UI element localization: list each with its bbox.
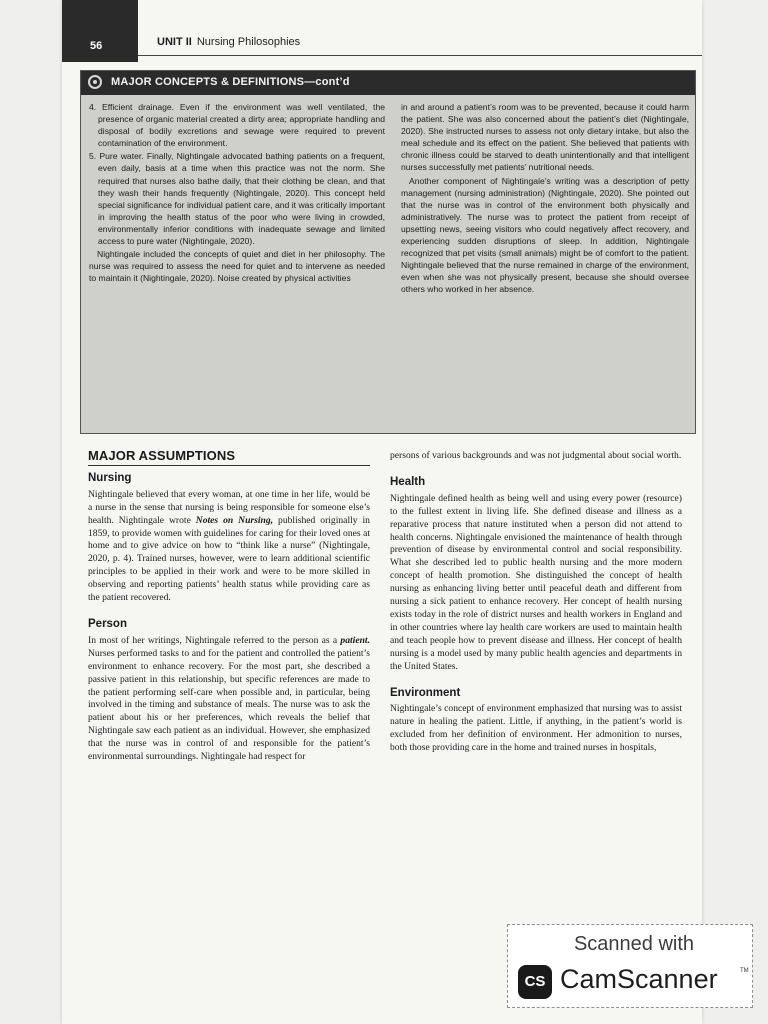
nursing-heading: Nursing bbox=[88, 471, 132, 484]
nursing-paragraph bbox=[88, 489, 370, 605]
watermark-scanned-with: Scanned with bbox=[573, 933, 695, 955]
concepts-box-title: MAJOR CONCEPTS & DEFINITIONS—cont’d bbox=[111, 76, 350, 88]
unit-name: Nursing Philosophies bbox=[196, 36, 301, 48]
concepts-definitions-box bbox=[80, 70, 696, 434]
page-header bbox=[62, 0, 702, 62]
target-icon bbox=[88, 75, 102, 89]
patient-term: patient. bbox=[340, 634, 370, 646]
concept-paragraph-petty-management: Another component of Nightingale’s writing was a description of petty management (nursing administration) (Nightingale, 2020). She pointed out that the nurse was in control of the environment both physically and administratively. The nurse was to protect the patient from receipt of upsetting news, seeing visitors who could negatively affect recovery, and experiencing sudden disruptions of sleep. In addition, Nightingale recognized that pet visits (small animals) might be of comfort to the patient. Nightingale believed that the nurse remained in charge of the environment, even when she was not physically present, because she should oversee others who worked in her absence. bbox=[401, 175, 689, 295]
nursing-text-2: published originally in 1859, to provide women with guidelines for caring for their loved ones at home and to give advice on how to “think like a nurse” (Nightingale, 2020, p. 4). Trained nurses, however, were to learn additional scientific principles to be applied in their work and were to be more skilled in observing and reporting patients’ health status while providing care as the patient recovered. bbox=[88, 514, 370, 604]
header-rule bbox=[138, 55, 702, 56]
health-heading: Health bbox=[390, 475, 426, 488]
camscanner-logo-letters: CS bbox=[524, 973, 546, 990]
body-right-column bbox=[390, 450, 682, 755]
page-number-block bbox=[62, 0, 138, 62]
page-number: 56 bbox=[90, 40, 103, 52]
camscanner-watermark bbox=[507, 924, 753, 1008]
concept-paragraph-noise-diet: in and around a patient’s room was to be prevented, because it could harm the patient. She was also concerned about the patient’s diet (Nightingale, 2020). She instructed nurses to assess not only dietary intake, but also the meal schedule and its effect on the patient. She believed that patients with chronic illness could be starved to death unintentionally and that intelligent nurses successfully met patients’ nutritional needs. bbox=[401, 102, 689, 173]
person-text-2: Nurses performed tasks to and for the patient and controlled the patient’s environment to enhance recovery. For the most part, she described a passive patient in this relationship, but specific references are made to the patient performing self-care when possible and, in particular, being involved in the timing and substance of meals. The nurse was to ask the patient about his or her preferences, which reveals the belief that Nightingale saw each patient as an individual. However, she emphasized that the nurse was in control of and responsible for the patient’s environmental surroundings. Nightingale had respect for bbox=[88, 647, 370, 763]
person-heading: Person bbox=[88, 617, 127, 630]
nursing-text-1: Nightingale believed that every woman, at one time in her life, would be a nurse in the sense that nursing is being responsible for someone else’s health. Nightingale wrote bbox=[88, 488, 370, 526]
health-paragraph: Nightingale defined health as being well and using every power (resource) to the fullest extent in living life. She defined disease and illness as a reparative process that nature instituted when a person did not attend to health concerns. Nightingale envisioned the maintenance of health through prevention of disease by environmental control and social responsibility. What she described led to public health nursing and the more modern concept of health promotion. She distinguished the concept of health nursing as enhancing living better until peaceful death and different from nursing a sick patient to enhance recovery. Her concept of health nursing exists today in the role of district nurses and health workers in England and in other countries where lay health care workers are used to maintain health and teach people how to prevent disease and illness. Her concept of health nursing is a model used by many public health agencies and departments in the United States. bbox=[390, 492, 682, 672]
trademark-mark: TM bbox=[740, 968, 749, 974]
book-page bbox=[62, 0, 702, 1024]
concept-paragraph-quiet-diet: Nightingale included the concepts of quiet and diet in her philosophy. The nurse was required to assess the need for quiet and to intervene as needed to maintain it (Nightingale, 2020). Noise created by physical activities bbox=[89, 249, 385, 284]
major-assumptions-heading: MAJOR ASSUMPTIONS bbox=[88, 450, 370, 466]
running-head bbox=[157, 36, 300, 48]
camscanner-logo-icon bbox=[518, 965, 552, 999]
concept-item-drainage: 4. Efficient drainage. Even if the environment was well ventilated, the presence of organic material created a dirty area; appropriate handling and disposal of bodily excretions and sewage were required to prevent contamination of the environment. bbox=[89, 102, 385, 149]
camscanner-brand: CamScanner bbox=[560, 964, 718, 994]
notes-on-nursing-title: Notes on Nursing, bbox=[195, 514, 274, 526]
person-paragraph bbox=[88, 635, 370, 764]
body-left-column bbox=[88, 450, 370, 764]
person-continued-paragraph: persons of various backgrounds and was not judgmental about social worth. bbox=[390, 450, 682, 461]
concepts-right-column bbox=[401, 101, 689, 297]
unit-number: UNIT II bbox=[157, 36, 192, 48]
person-text-1: In most of her writings, Nightingale referred to the person as a bbox=[88, 634, 341, 646]
concepts-left-column bbox=[89, 101, 385, 285]
concept-item-pure-water: 5. Pure water. Finally, Nightingale advocated bathing patients on a frequent, even daily, basis at a time when this practice was not the norm. She required that nurses also bathe daily, that their clothing be clean, and that they wash their hands frequently (Nightingale, 2020). This concept held special significance for individual patient care, and it was critically important in improving the health status of the poor who were living in crowded, environmentally inferior conditions with inadequate sewage and limited access to pure water (Nightingale, 2020). bbox=[89, 151, 385, 247]
environment-heading: Environment bbox=[390, 686, 461, 699]
concepts-box-header bbox=[81, 71, 695, 95]
environment-paragraph: Nightingale’s concept of environment emphasized that nursing was to assist nature in healing the patient. Little, if anything, in the patient’s world is excluded from her definition of environment. Her admonition to nurses, both those providing care in the home and trained nurses in hospitals, bbox=[390, 703, 682, 754]
